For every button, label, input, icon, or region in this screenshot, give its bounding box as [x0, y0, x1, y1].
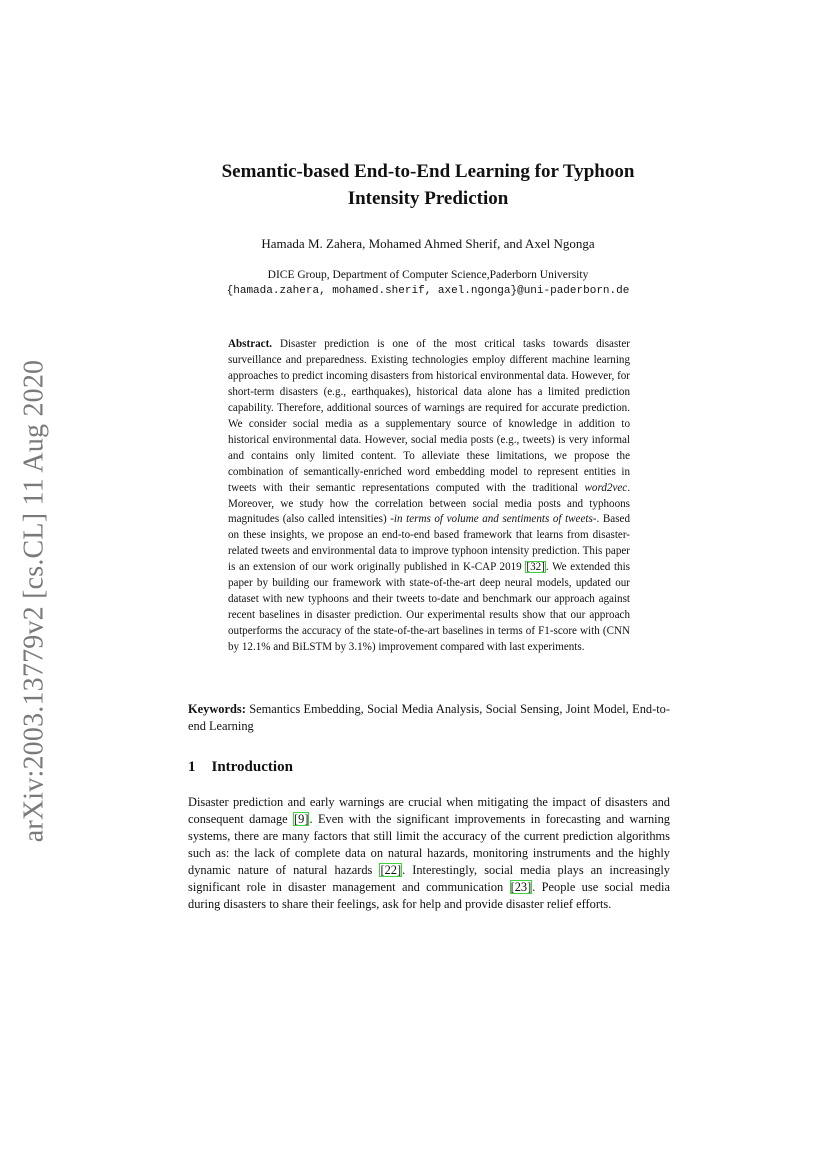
section-heading-introduction	[188, 759, 293, 776]
arxiv-identifier: arXiv:2003.13779v2 [cs.CL] 11 Aug 2020	[18, 359, 49, 843]
author-emails: {hamada.zahera, mohamed.sherif, axel.ngonga}@uni-paderborn.de	[226, 285, 630, 297]
abstract	[228, 337, 630, 656]
abstract-label: Abstract.	[228, 338, 273, 350]
keywords	[188, 701, 670, 735]
intro-text-3: . Interestingly, social media plays an increasingly significant role in disaster management and communication	[188, 863, 670, 895]
abstract-text-3: . Based on these insights, we propose an end-to-end based framework that learns from disaster-related tweets and environmental data to improve typhoon intensity prediction. This paper is an extension of our work originally published in K-CAP 2019	[228, 513, 630, 574]
citation-link-22[interactable]: [22]	[380, 863, 402, 878]
abstract-word2vec: word2vec	[584, 481, 628, 494]
abstract-text-4: . We extended this paper by building our framework with state-of-the-art deep neural models, updated our dataset with new typhoons and their tweets to-date and benchmark our approach against recent baselines in disaster prediction. Our experimental results show that our approach outperforms the accuracy of the state-of-the-art baselines in terms of F1-score with (CNN by 12.1% and BiLSTM by 3.1%) improvement compared with last experiments.	[228, 561, 630, 654]
section-number: 1	[188, 759, 196, 775]
paper-title-line-1: Semantic-based End-to-End Learning for Typhoon	[221, 161, 635, 182]
intro-text-4: . People use social media during disasters to share their feelings, ask for help and provide disaster relief efforts.	[188, 880, 671, 912]
paper-title-line-2: Intensity Prediction	[347, 188, 509, 209]
keywords-text: Semantics Embedding, Social Media Analysis, Social Sensing, Joint Model, End-to-end Learning	[188, 702, 670, 733]
section-title: Introduction	[211, 759, 293, 775]
intro-text-2: . Even with the significant improvements in forecasting and warning systems, there are many factors that still limit the accuracy of the current prediction algorithms such as: the lack of complete data on natural hazards, monitoring instruments and the highly dynamic nature of natural hazards	[188, 812, 670, 878]
paper-authors: Hamada M. Zahera, Mohamed Ahmed Sherif, and Axel Ngonga	[261, 236, 595, 251]
paper-title	[170, 158, 686, 212]
citation-link-9[interactable]: [9]	[294, 812, 309, 827]
arxiv-sidebar-stamp	[14, 356, 54, 846]
abstract-italic-phrase: -in terms of volume and sentiments of tweets-	[390, 513, 597, 526]
author-affiliation-block	[170, 267, 686, 299]
citation-link-23[interactable]: [23]	[510, 880, 532, 895]
introduction-paragraph	[188, 794, 670, 913]
abstract-text-1: Disaster prediction is one of the most critical tasks towards disaster surveillance and preparedness. Existing technologies employ different machine learning approaches to predict incoming disasters from historical environmental data. However, for short-term disasters (e.g., earthquakes), historical data alone has a limited prediction capability. Therefore, additional sources of warnings are required for accurate prediction. We consider social media as a supplementary source of knowledge in addition to historical environmental data. However, social media posts (e.g., tweets) is very informal and contains only limited content. To alleviate these limitations, we propose the combination of semantically-enriched word embedding model to represent entities in tweets with their semantic representations computed with the traditional	[228, 338, 630, 494]
affiliation: DICE Group, Department of Computer Science,Paderborn University	[267, 269, 589, 281]
citation-link-32[interactable]: [32]	[526, 561, 545, 574]
keywords-label: Keywords:	[188, 702, 246, 716]
abstract-text-2: . Moreover, we study how the correlation between social media posts and typhoons magnitudes (also called intensities)	[228, 481, 630, 526]
intro-text-1: Disaster prediction and early warnings are crucial when mitigating the impact of disasters and consequent damage	[188, 795, 670, 827]
